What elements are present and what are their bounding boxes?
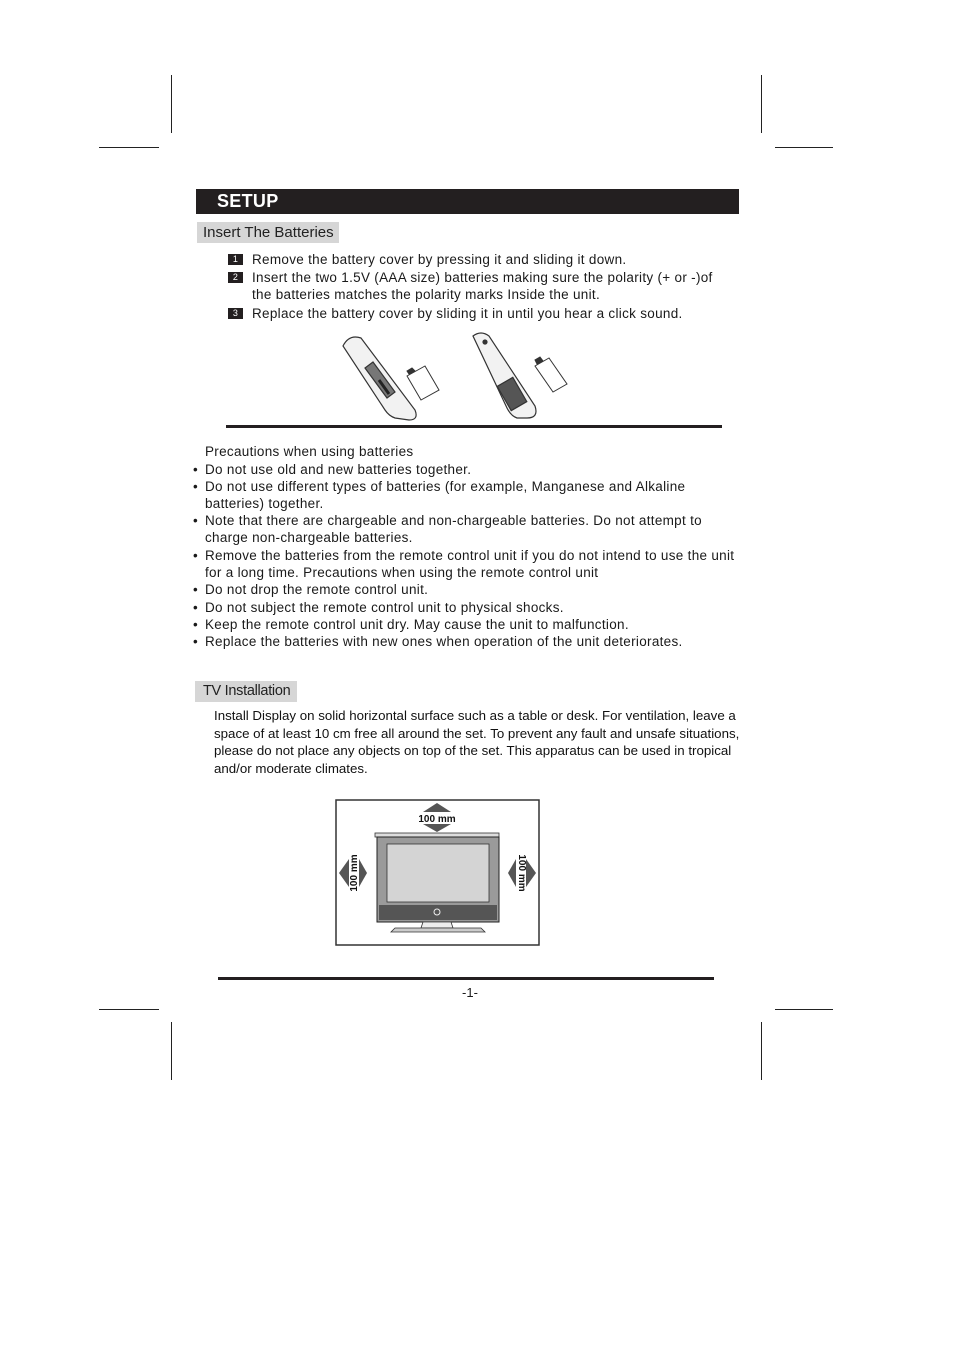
battery-step [228,251,748,268]
remote-control-closed [473,333,536,418]
tv-clearance-diagram [335,799,541,947]
precaution-item [193,616,753,633]
precaution-item [193,581,753,598]
crop-mark [99,147,159,148]
precaution-item [193,478,753,512]
crop-mark [171,75,172,133]
bullet: • [193,462,199,477]
bullet: • [193,513,199,528]
step-text: Insert the two 1.5V (AAA size) batteries making sure the polarity (+ or -)of the batteries matches the polarity marks Inside the unit. [252,270,713,302]
precaution-text: Do not use old and new batteries together. [205,462,472,477]
bullet: • [193,582,199,597]
precaution-item [193,633,753,650]
precaution-text: Do not subject the remote control unit to physical shocks. [205,600,564,615]
crop-mark [775,1009,833,1010]
left-clearance-label: 100 mm [349,854,360,892]
precaution-item [193,512,753,546]
battery-2 [535,357,567,392]
bullet: • [193,479,199,494]
installation-text: Install Display on solid horizontal surface such as a table or desk. For ventilation, leave a space of at least 10 cm free all around the set. To prevent any fault and unsafe situations, please do not place any objects on top of the set. This apparatus can be used in tropical and/or moderate climates. [214,708,740,776]
battery-step [228,305,748,322]
precaution-item [193,599,753,616]
step-text: Remove the battery cover by pressing it and sliding it down. [252,252,627,267]
precaution-text: Do not use different types of batteries (for example, Manganese and Alkaline batteries) together. [205,479,686,512]
page-number: -1- [462,985,478,1000]
crop-mark [99,1009,159,1010]
precaution-text: Replace the batteries with new ones when operation of the unit deteriorates. [205,634,683,649]
step-text: Replace the battery cover by sliding it in until you hear a click sound. [252,306,683,321]
batteries-heading: Insert The Batteries [197,222,339,243]
precautions-intro [193,443,753,460]
divider-rule [226,425,722,428]
installation-heading: TV Installation [195,681,297,702]
precaution-item [193,547,753,581]
step-number: 3 [228,308,243,319]
crop-mark [761,75,762,133]
right-clearance-label: 100 mm [516,854,527,892]
precaution-text: Note that there are chargeable and non-chargeable batteries. Do not attempt to charge non-chargeable batteries. [205,513,702,546]
crop-mark [775,147,833,148]
precaution-text: Remove the batteries from the remote control unit if you do not intend to use the unit for a long time. Precautions when using the remote control unit [205,548,735,581]
precaution-text: Keep the remote control unit dry. May cause the unit to malfunction. [205,617,629,632]
tv-set-icon [375,833,499,932]
precaution-item [193,461,753,478]
step-number: 1 [228,254,243,265]
step-number: 2 [228,272,243,283]
crop-mark [171,1022,172,1080]
bullet: • [193,548,199,563]
battery-step [228,269,748,303]
top-clearance-label: 100 mm [418,814,456,825]
bullet: • [193,617,199,632]
precaution-text: Do not drop the remote control unit. [205,582,429,597]
precautions-intro-text: Precautions when using batteries [205,444,414,459]
footer-rule [218,977,714,980]
crop-mark [761,1022,762,1080]
remote-battery-illustration [335,328,575,423]
remote-control-open [343,337,416,420]
bullet: • [193,600,199,615]
bullet: • [193,634,199,649]
section-title: SETUP [217,191,279,211]
battery-1 [407,366,439,400]
section-header [196,189,739,214]
